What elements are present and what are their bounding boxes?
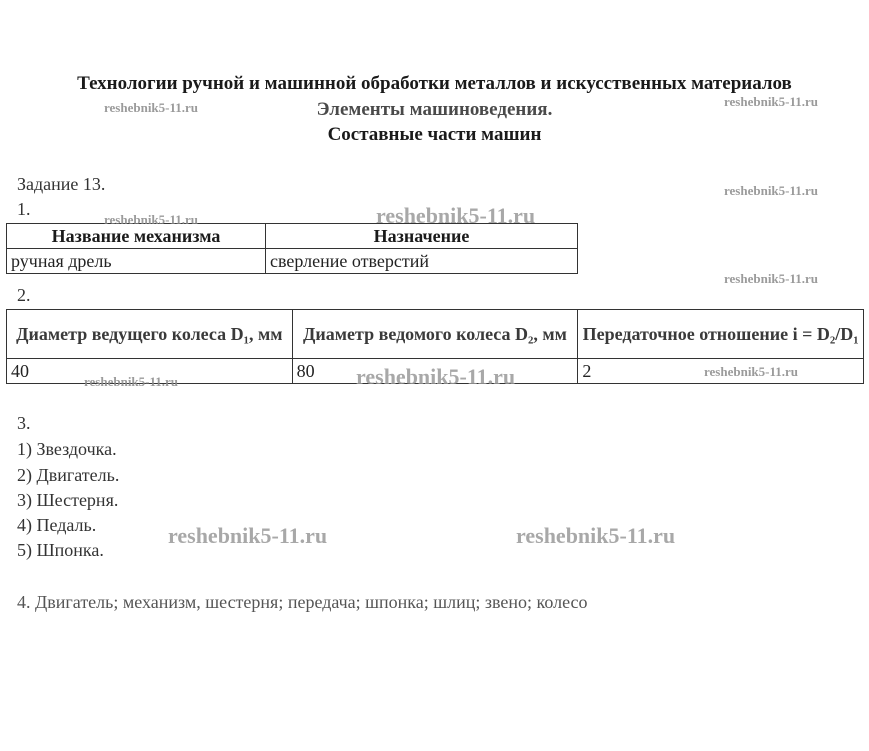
table-cell: сверление отверстий — [266, 249, 578, 274]
part3-label: 3. — [17, 413, 31, 433]
watermark: reshebnik5-11.ru — [84, 374, 179, 389]
list-item: 4) Педаль. — [17, 515, 97, 535]
watermark: reshebnik5-11.ru — [168, 523, 328, 548]
document-title-line3: Составные части машин — [327, 124, 542, 145]
list-item: 1) Звездочка. — [17, 439, 117, 459]
part2-label: 2. — [17, 285, 31, 305]
document-title-line2: Элементы машиноведения. — [316, 99, 553, 120]
watermark: reshebnik5-11.ru — [724, 183, 819, 198]
table-header-cell: Передаточное отношение i = D₂/D₁ — [578, 310, 864, 359]
watermark: reshebnik5-11.ru — [104, 100, 199, 115]
table-row — [7, 249, 578, 274]
table-cell: ручная дрель — [7, 249, 266, 274]
watermark: reshebnik5-11.ru — [516, 523, 676, 548]
watermark: reshebnik5-11.ru — [104, 212, 199, 227]
table-header-cell: Диаметр ведомого колеса D₂, мм — [292, 310, 578, 359]
table-header-row — [7, 310, 864, 359]
list-item: 2) Двигатель. — [17, 465, 120, 485]
watermark: reshebnik5-11.ru — [356, 364, 516, 389]
watermark: reshebnik5-11.ru — [704, 364, 799, 379]
table-cell: 2 — [578, 359, 864, 384]
table-header-cell: Назначение — [266, 224, 578, 249]
watermark: reshebnik5-11.ru — [724, 271, 819, 286]
table-header-cell: Название механизма — [7, 224, 266, 249]
watermark: reshebnik5-11.ru — [724, 94, 819, 109]
document-title-line1: Технологии ручной и машинной обработки металлов и искусственных материалов — [77, 73, 792, 94]
mechanism-table — [6, 223, 578, 274]
table-cell: 80 — [292, 359, 578, 384]
part4-answer: 4. Двигатель; механизм, шестерня; передача; шпонка; шлиц; звено; колесо — [17, 592, 588, 612]
table-cell: 40 — [7, 359, 293, 384]
list-item: 5) Шпонка. — [17, 540, 104, 560]
watermark: reshebnik5-11.ru — [376, 203, 536, 228]
part1-label: 1. — [17, 199, 31, 219]
task-label: Задание 13. — [17, 174, 106, 194]
table-header-cell: Диаметр ведущего колеса D₁, мм — [7, 310, 293, 359]
list-item: 3) Шестерня. — [17, 490, 119, 510]
